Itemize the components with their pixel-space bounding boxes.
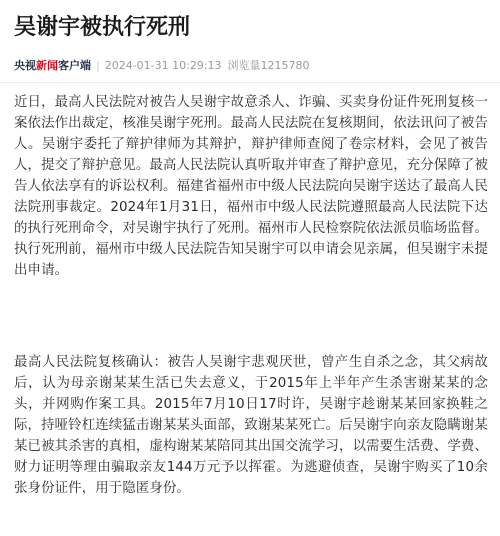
header-divider	[0, 82, 500, 83]
meta-separator: |	[96, 59, 100, 72]
article-meta	[14, 57, 310, 75]
article-paragraph-1: 近日，最高人民法院对被告人吴谢宇故意杀人、诈骗、买卖身份证件死刑复核一案依法作出裁定，核准吴谢宇死刑。最高人民法院在复核期间，依法讯问了被告人。吴谢宇委托了辩护律师为其辩护，辩护律师查阅了卷宗材料，会见了被告人，提交了辩护意见。最高人民法院认真听取并审查了辩护意见，充分保障了被告人依法享有的诉讼权利。福建省福州市中级人民法院向吴谢宇送达了最高人民法院刑事裁定。2024年1月31日，福州市中级人民法院遵照最高人民法院下达的执行死刑命令，对吴谢宇执行了死刑。福州市人民检察院依法派员临场监督。执行死刑前，福州市中级人民法院告知吴谢宇可以申请会见亲属，但吴谢宇未提出申请。	[14, 95, 488, 278]
source-prefix: 央视	[14, 59, 36, 72]
source-accent: 新闻	[36, 59, 58, 72]
view-count: 浏览量1215780	[227, 59, 310, 72]
source-suffix: 客户端	[58, 59, 91, 72]
publish-time: 2024-01-31 10:29:13	[104, 59, 222, 72]
article-title: 吴谢宇被执行死刑	[14, 15, 191, 40]
source-name[interactable]	[14, 57, 91, 75]
article-paragraph-2: 最高人民法院复核确认：被告人吴谢宇悲观厌世，曾产生自杀之念，其父病故后，认为母亲谢某某生活已失去意义，于2015年上半年产生杀害谢某某的念头，并网购作案工具。2015年7月10日17时许，吴谢宇趁谢某某回家换鞋之际，持哑铃杠连续猛击谢某某头面部，致谢某某死亡。后吴谢宇向亲友隐瞒谢某某已被其杀害的真相，虚构谢某某陪同其出国交流学习，以需要生活费、学费、财力证明等理由骗取亲友144万元予以挥霍。为逃避侦查，吴谢宇购买了10余张身份证件，用于隐匿身份。	[14, 355, 488, 496]
